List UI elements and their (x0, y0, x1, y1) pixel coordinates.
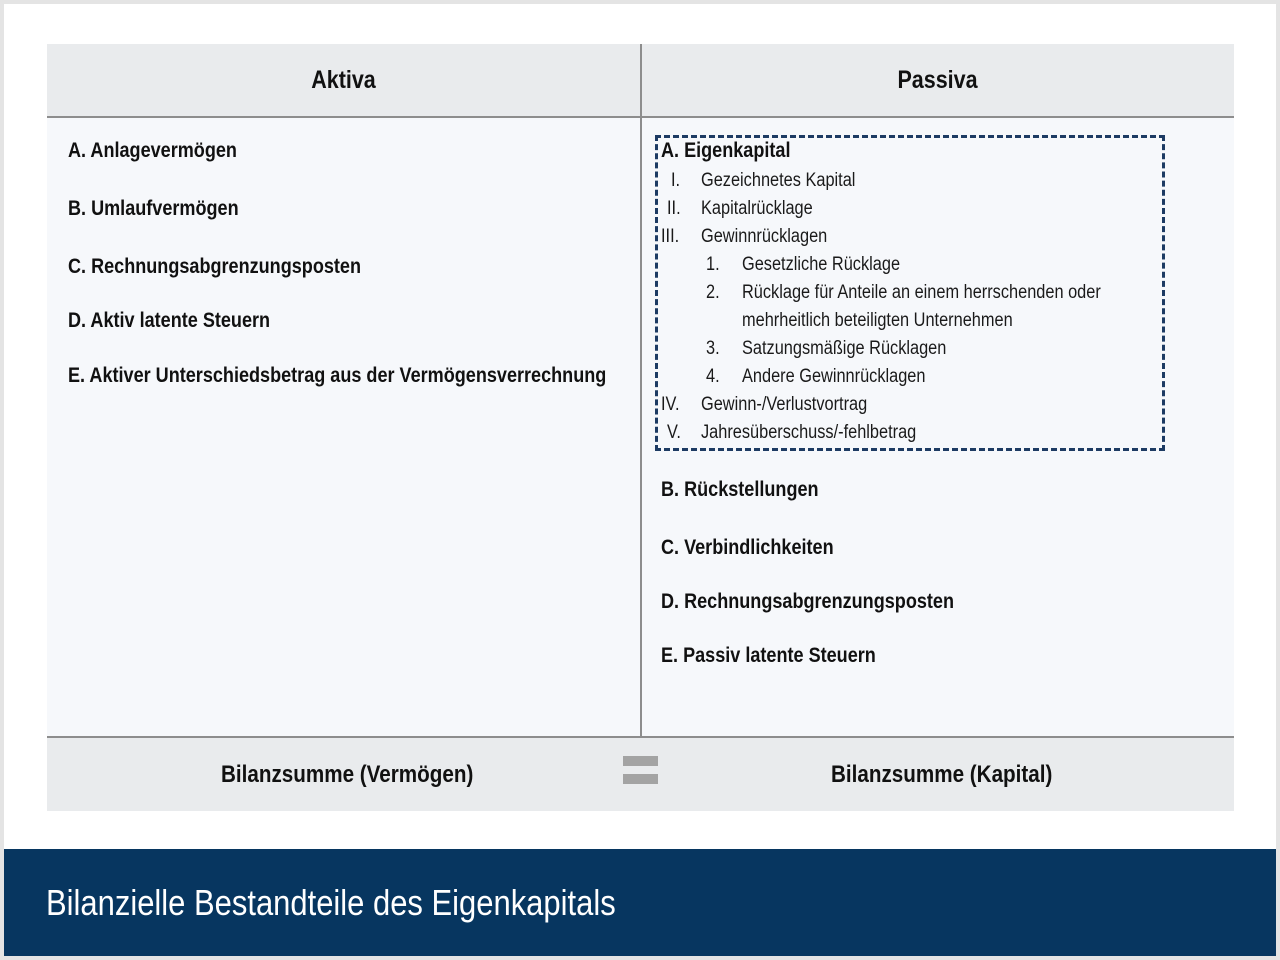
eigenkapital-item: Satzungsmäßige Rücklagen (742, 338, 947, 359)
passiva-item-d: D. Rechnungsabgrenzungsposten (661, 590, 954, 613)
eigenkapital-num: 2. (706, 282, 720, 303)
passiva-title: Passiva (897, 66, 978, 94)
aktiva-item-b: B. Umlaufvermögen (68, 197, 239, 220)
eigenkapital-item: Rücklage für Anteile an einem herrschenden oder (742, 282, 1101, 303)
diagram-frame (4, 4, 1276, 956)
eigenkapital-title: A. Eigenkapital (661, 139, 791, 162)
aktiva-item-d: D. Aktiv latente Steuern (68, 309, 271, 332)
eigenkapital-num: IV. (661, 394, 680, 415)
bilanzsumme-kapital: Bilanzsumme (Kapital) (831, 761, 1053, 788)
equals-icon (623, 756, 658, 784)
eigenkapital-num: III. (661, 226, 680, 247)
eigenkapital-item: Gewinnrücklagen (701, 226, 828, 247)
caption-title: Bilanzielle Bestandteile des Eigenkapitals (46, 882, 616, 923)
passiva-item-b: B. Rückstellungen (661, 478, 819, 501)
caption-banner (4, 849, 1276, 956)
bilanzsumme-vermoegen: Bilanzsumme (Vermögen) (221, 761, 474, 788)
eigenkapital-num: V. (667, 422, 681, 443)
eigenkapital-item: Andere Gewinnrücklagen (742, 366, 926, 387)
aktiva-title: Aktiva (311, 66, 376, 94)
table-footer (47, 736, 1234, 811)
passiva-item-c: C. Verbindlichkeiten (661, 536, 834, 559)
aktiva-item-c: C. Rechnungsabgrenzungsposten (68, 255, 361, 278)
eigenkapital-num: 1. (706, 254, 720, 275)
eigenkapital-item: mehrheitlich beteiligten Unternehmen (742, 310, 1013, 331)
eigenkapital-item: Gewinn-/Verlustvortrag (701, 394, 868, 415)
column-divider (640, 44, 642, 738)
passiva-item-e: E. Passiv latente Steuern (661, 644, 876, 667)
balance-sheet-table (47, 44, 1234, 809)
eigenkapital-item: Jahresüberschuss/-fehlbetrag (701, 422, 917, 443)
eigenkapital-item: Gezeichnetes Kapital (701, 170, 856, 191)
eigenkapital-item: Gesetzliche Rücklage (742, 254, 901, 275)
eigenkapital-num: 3. (706, 338, 720, 359)
aktiva-item-a: A. Anlagevermögen (68, 139, 237, 162)
eigenkapital-item: Kapitalrücklage (701, 198, 813, 219)
aktiva-item-e: E. Aktiver Unterschiedsbetrag aus der Vermögensverrechnung (68, 364, 607, 387)
eigenkapital-num: I. (671, 170, 681, 191)
eigenkapital-num: 4. (706, 366, 720, 387)
eigenkapital-num: II. (667, 198, 681, 219)
